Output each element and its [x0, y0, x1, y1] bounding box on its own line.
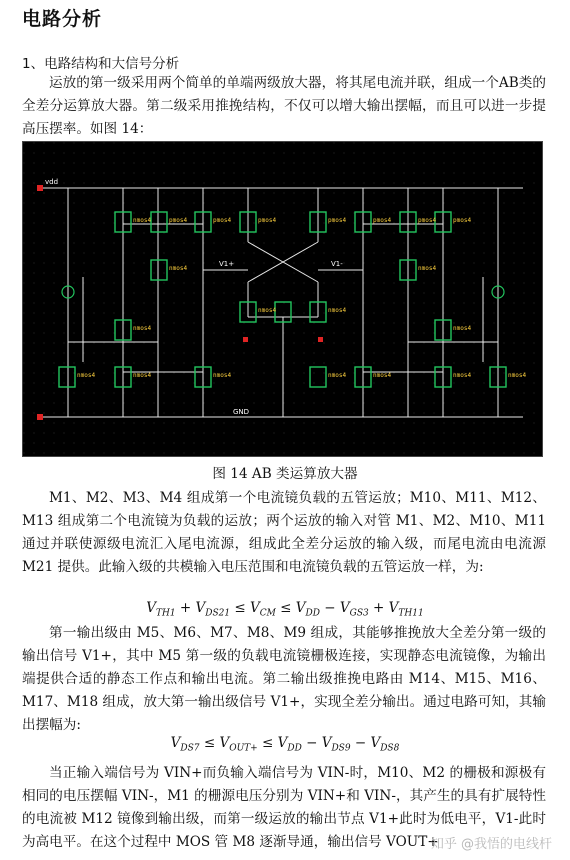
svg-text:nmos4: nmos4 [258, 307, 277, 314]
paragraph-1: M1、M2、M3、M4 组成第一个电流镜负载的五管运放；M10、M11、M12、M13 组成第二个电流镜为负载的运放；两个运放的输入对管 M1、M2、M10、M11 通过并联使源级电流汇入尾电流源，组成此全差分运放的输入级，而尾电流由电流源 M21 提供。此输入级的共模输入电压范围和电流镜负载的五管运放一样，为: [22, 490, 546, 575]
svg-text:nmos4: nmos4 [418, 265, 437, 272]
formula-cm-range: $V_{TH1} + V_{DS21} \le V_{CM} \le V_{DD} - V_{GS3} + V_{TH11}$ [146, 600, 424, 619]
svg-text:nmos4: nmos4 [373, 372, 392, 379]
paragraph-2: 第一输出级由 M5、M6、M7、M8、M9 组成，其能够推挽放大全差分第一级的输出信号 V1+，其中 M5 第一级的负载电流镜栅极连接，实现静态电流镜像，为输出端提供合适的静态工作点和输出电流。第二输出级推挽电路由 M14、M15、M16、M17、M18 组成，放大第一输出级信号 V1+，实现全差分输出。通过电路可知，其输出摆幅为: [22, 625, 546, 733]
svg-text:nmos4: nmos4 [508, 372, 527, 379]
v1m-label: V1- [331, 260, 343, 268]
svg-text:pmos4: pmos4 [453, 217, 472, 224]
svg-text:nmos4: nmos4 [453, 372, 472, 379]
svg-text:nmos4: nmos4 [133, 372, 152, 379]
section-title: 1、电路结构和大信号分析 [22, 56, 180, 72]
svg-text:pmos4: pmos4 [418, 217, 437, 224]
svg-text:pmos4: pmos4 [213, 217, 232, 224]
svg-text:nmos4: nmos4 [213, 372, 232, 379]
svg-text:nmos4: nmos4 [328, 372, 347, 379]
svg-text:nmos4: nmos4 [133, 325, 152, 332]
svg-text:nmos4: nmos4 [453, 325, 472, 332]
intro-paragraph: 运放的第一级采用两个简单的单端两级放大器，将其尾电流并联，组成一个AB类的全差分运算放大器。第二级采用推挽结构，不仅可以增大输出摆幅，而且可以进一步提高压摆率。如图 14： [22, 75, 546, 137]
v1p-label: V1+ [219, 260, 235, 268]
gnd-label: GND [233, 408, 250, 416]
circuit-schematic [22, 141, 543, 457]
paragraph-3: 当正输入端信号为 VIN+而负输入端信号为 VIN-时，M10、M2 的栅极和源极有相同的电压摆幅 VIN-，M1 的栅源电压分别为 VIN+和 VIN-，其产生的具有扩展特性的电流被 M12 镜像到输出级，而第一级运放的输出节点 V1+此时为低电平，V1-此时为高电平。在这个过程中 MOS 管 M8 逐渐导通，输出信号 VOUT+ [22, 765, 546, 850]
schematic-drawing [23, 142, 543, 457]
watermark: 知乎 @我悟的电线杆 [430, 837, 552, 852]
svg-text:pmos4: pmos4 [373, 217, 392, 224]
svg-text:nmos4: nmos4 [169, 265, 188, 272]
svg-text:pmos4: pmos4 [328, 217, 347, 224]
svg-text:nmos4: nmos4 [133, 217, 152, 224]
svg-text:pmos4: pmos4 [258, 217, 277, 224]
vdd-label: vdd [45, 178, 59, 186]
svg-text:pmos4: pmos4 [169, 217, 188, 224]
figure-caption: 图 14 AB 类运算放大器 [212, 466, 358, 482]
svg-text:nmos4: nmos4 [328, 307, 347, 314]
page-heading: 电路分析 [22, 8, 103, 30]
formula-output-swing: $V_{DS7} \le V_{OUT+} \le V_{DD} - V_{DS9} - V_{DS8}$ [170, 735, 400, 754]
svg-text:nmos4: nmos4 [77, 372, 96, 379]
